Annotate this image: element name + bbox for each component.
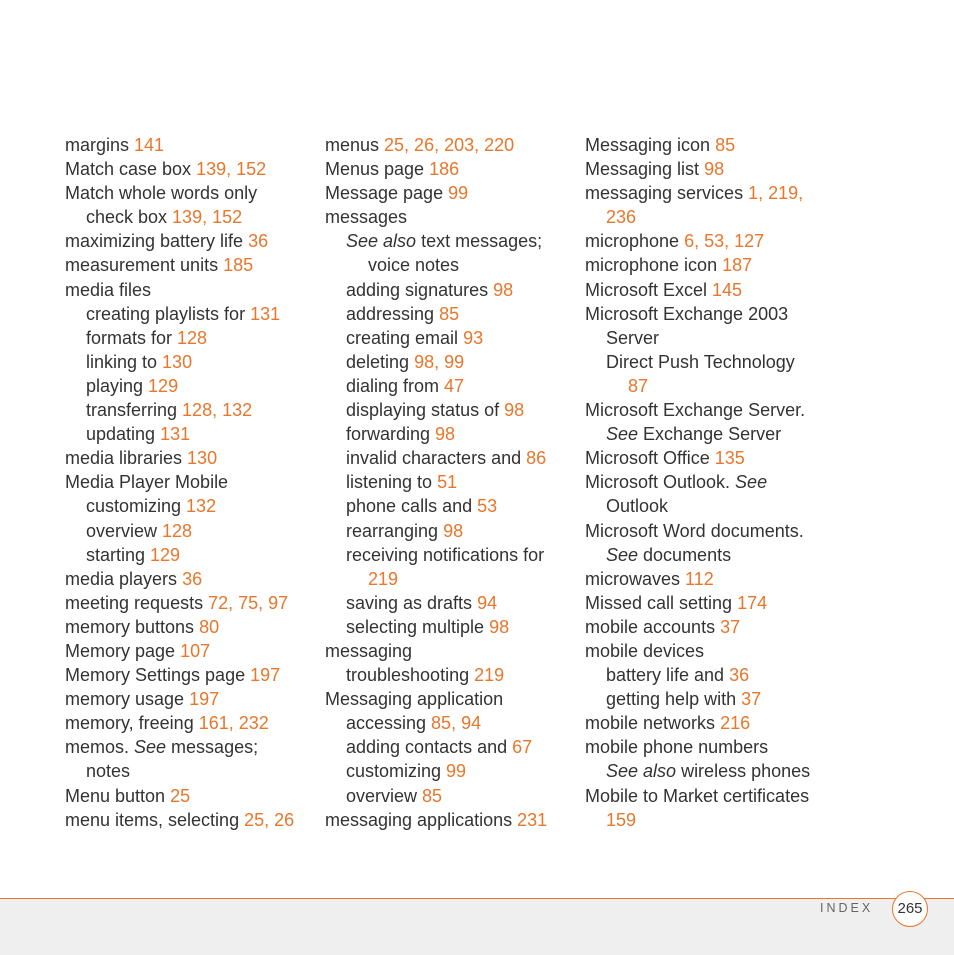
entry-text: customizing [346, 761, 447, 782]
entry-text: Mobile to Market certificates [585, 785, 810, 806]
entry-text: troubleshooting [346, 665, 475, 686]
index-subentry [325, 229, 575, 253]
entry-text: maximizing battery life [65, 231, 249, 252]
index-entry [325, 205, 575, 229]
index-column-2 [325, 133, 575, 832]
entry-text: memos. [65, 737, 135, 758]
entry-text: measurement units [65, 255, 224, 276]
index-entry [65, 567, 315, 591]
see-reference: See [735, 472, 768, 493]
index-entry [65, 157, 315, 181]
index-subentry [65, 398, 315, 422]
index-subentry [325, 519, 575, 543]
see-reference: See [134, 737, 167, 758]
page-reference: 85 [422, 785, 443, 806]
entry-text: listening to [346, 472, 438, 493]
page-reference: 25 [170, 785, 191, 806]
see-reference: See also [346, 231, 417, 252]
entry-text: voice notes [368, 255, 460, 276]
page-reference: 99 [448, 183, 469, 204]
index-subentry [65, 374, 315, 398]
page-reference: 129 [148, 375, 179, 396]
entry-text: messages; [166, 737, 259, 758]
index-subentry [325, 350, 575, 374]
entry-text: addressing [346, 303, 440, 324]
index-subentry [325, 567, 575, 591]
entry-text: creating email [346, 327, 464, 348]
entry-text: media files [65, 279, 152, 300]
entry-text: formats for [86, 327, 178, 348]
page-reference: 36 [182, 568, 203, 589]
page-reference: 139, 152 [172, 207, 243, 228]
entry-text: text messages; [416, 231, 543, 252]
page-reference: 1, 219, [748, 183, 804, 204]
page-reference: 36 [729, 665, 750, 686]
index-subentry [65, 350, 315, 374]
page-reference: 216 [720, 713, 751, 734]
index-entry [65, 253, 315, 277]
index-entry [65, 133, 315, 157]
index-column-1 [65, 133, 315, 832]
see-reference: See [606, 424, 639, 445]
entry-text: selecting multiple [346, 616, 490, 637]
entry-text: media players [65, 568, 183, 589]
page-reference: 128 [162, 520, 193, 541]
index-entry [585, 446, 835, 470]
index-subentry [65, 422, 315, 446]
index-entry [65, 229, 315, 253]
index-entry [65, 615, 315, 639]
entry-text: Microsoft Word documents. [585, 520, 804, 541]
entry-text: Microsoft Office [585, 448, 715, 469]
entry-text: messages [325, 207, 408, 228]
index-entry [585, 470, 835, 494]
entry-text: microwaves [585, 568, 686, 589]
page-reference: 85 [715, 135, 736, 155]
entry-text: battery life and [606, 665, 730, 686]
page-reference: 236 [606, 207, 637, 228]
page-reference: 85 [439, 303, 460, 324]
page-reference: 130 [187, 448, 218, 469]
index-entry [65, 470, 315, 494]
page-reference: 85, 94 [431, 713, 482, 734]
entry-text: Microsoft Excel [585, 279, 713, 300]
index-entry [325, 181, 575, 205]
page-reference: 53 [477, 496, 498, 517]
index-entry [585, 784, 835, 808]
index-subentry [325, 615, 575, 639]
index-entry [65, 687, 315, 711]
page-reference: 131 [160, 424, 191, 445]
page-reference: 25, 26, 203, 220 [384, 135, 515, 155]
page-reference: 132 [186, 496, 217, 517]
entry-text: Messaging list [585, 159, 705, 180]
page-reference: 94 [477, 592, 498, 613]
entry-text: Exchange Server [638, 424, 782, 445]
index-subentry [65, 494, 315, 518]
page-reference: 98 [704, 159, 725, 180]
entry-text: menu items, selecting [65, 809, 245, 830]
entry-text: Match case box [65, 159, 197, 180]
page-reference: 86 [526, 448, 547, 469]
index-entry [585, 735, 835, 759]
index-subentry [325, 422, 575, 446]
index-subentry [65, 519, 315, 543]
index-subentry [325, 735, 575, 759]
entry-text: mobile devices [585, 640, 705, 661]
entry-text: messaging services [585, 183, 749, 204]
entry-text: Server [606, 327, 660, 348]
page-reference: 139, 152 [196, 159, 267, 180]
index-subentry [585, 663, 835, 687]
index-subentry [585, 326, 835, 350]
page-reference: 98 [504, 400, 525, 421]
entry-text: updating [86, 424, 161, 445]
entry-text: check box [86, 207, 173, 228]
index-entry [65, 663, 315, 687]
index-subentry [585, 543, 835, 567]
page-reference: 130 [162, 351, 193, 372]
page-reference: 37 [741, 689, 762, 710]
entry-text: invalid characters and [346, 448, 527, 469]
page-reference: 128, 132 [182, 400, 253, 421]
index-subentry [325, 543, 575, 567]
index-subentry [585, 687, 835, 711]
entry-text: Media Player Mobile [65, 472, 229, 493]
page-reference: 6, 53, 127 [684, 231, 765, 252]
entry-text: messaging [325, 640, 413, 661]
page-reference: 87 [628, 375, 649, 396]
index-subentry [585, 422, 835, 446]
entry-text: mobile accounts [585, 616, 721, 637]
entry-text: margins [65, 135, 135, 155]
entry-text: saving as drafts [346, 592, 478, 613]
page-reference: 161, 232 [198, 713, 269, 734]
page-reference: 72, 75, 97 [208, 592, 289, 613]
index-subentry [325, 302, 575, 326]
index-subentry [65, 543, 315, 567]
index-entry [585, 398, 835, 422]
page-reference: 129 [150, 544, 181, 565]
index-subentry [325, 759, 575, 783]
index-subentry [325, 784, 575, 808]
index-entry [325, 157, 575, 181]
entry-text: Memory Settings page [65, 665, 251, 686]
page-reference: 107 [180, 640, 211, 661]
index-subentry [325, 278, 575, 302]
index-subentry [325, 398, 575, 422]
index-entry [585, 302, 835, 326]
page-reference: 99 [446, 761, 467, 782]
index-subentry [65, 302, 315, 326]
page-reference: 219 [474, 665, 505, 686]
entry-text: notes [86, 761, 131, 782]
index-entry [585, 278, 835, 302]
index-subentry [65, 326, 315, 350]
page-reference: 159 [606, 809, 637, 830]
page-reference: 37 [720, 616, 741, 637]
index-subentry [325, 374, 575, 398]
entry-text: media libraries [65, 448, 188, 469]
entry-text: messaging applications [325, 809, 518, 830]
footer-bar [0, 898, 954, 955]
page-reference: 197 [189, 689, 220, 710]
index-entry [65, 591, 315, 615]
entry-text: getting help with [606, 689, 742, 710]
entry-text: memory buttons [65, 616, 200, 637]
entry-text: deleting [346, 351, 415, 372]
entry-text: memory usage [65, 689, 190, 710]
page-reference: 174 [737, 592, 768, 613]
page-number: 265 [892, 891, 928, 927]
page-reference: 80 [199, 616, 220, 637]
page-reference: 187 [722, 255, 753, 276]
index-entry [325, 133, 575, 157]
entry-text: microphone icon [585, 255, 723, 276]
entry-text: rearranging [346, 520, 444, 541]
entry-text: Microsoft Exchange Server. [585, 400, 806, 421]
index-entry [585, 639, 835, 663]
section-label: INDEX [820, 901, 874, 915]
entry-text: overview [346, 785, 423, 806]
index-entry [325, 808, 575, 832]
index-entry [325, 687, 575, 711]
entry-text: Message page [325, 183, 449, 204]
page-reference: 131 [250, 303, 281, 324]
index-entry [585, 591, 835, 615]
page-reference: 98 [435, 424, 456, 445]
entry-text: adding signatures [346, 279, 494, 300]
index-entry [65, 711, 315, 735]
index-subentry [325, 663, 575, 687]
entry-text: Outlook [606, 496, 669, 517]
entry-text: Messaging icon [585, 135, 716, 155]
entry-text: Memory page [65, 640, 181, 661]
page-reference: 231 [517, 809, 548, 830]
index-subentry [585, 205, 835, 229]
entry-text: wireless phones [676, 761, 811, 782]
index-subentry [325, 494, 575, 518]
entry-text: memory, freeing [65, 713, 199, 734]
index-subentry [325, 446, 575, 470]
see-reference: See [606, 544, 639, 565]
entry-text: creating playlists for [86, 303, 251, 324]
page-reference: 98 [489, 616, 510, 637]
page-reference: 128 [177, 327, 208, 348]
entry-text: overview [86, 520, 163, 541]
entry-text: receiving notifications for [346, 544, 545, 565]
index-subentry [585, 808, 835, 832]
page-reference: 135 [714, 448, 745, 469]
page-reference: 98 [493, 279, 514, 300]
entry-text: starting [86, 544, 151, 565]
entry-text: mobile phone numbers [585, 737, 769, 758]
see-reference: See also [606, 761, 677, 782]
index-column-3 [585, 133, 835, 832]
index-entry [585, 711, 835, 735]
entry-text: Menu button [65, 785, 171, 806]
page-reference: 47 [444, 375, 465, 396]
entry-text: linking to [86, 351, 163, 372]
index-entry [65, 639, 315, 663]
page-reference: 197 [250, 665, 281, 686]
entry-text: Menus page [325, 159, 430, 180]
index-entry [65, 278, 315, 302]
index-entry [325, 639, 575, 663]
entry-text: Messaging application [325, 689, 504, 710]
page-reference: 186 [429, 159, 460, 180]
page-reference: 185 [223, 255, 254, 276]
index-entry [585, 181, 835, 205]
entry-text: Missed call setting [585, 592, 738, 613]
page-reference: 36 [248, 231, 269, 252]
entry-text: adding contacts and [346, 737, 513, 758]
index-subentry [325, 591, 575, 615]
index-subentry [585, 350, 835, 374]
page-reference: 98, 99 [414, 351, 465, 372]
index-entry [65, 735, 315, 759]
entry-text: Direct Push Technology [606, 351, 795, 372]
index-subentry [65, 759, 315, 783]
entry-text: Match whole words only [65, 183, 258, 204]
index-entry [585, 157, 835, 181]
entry-text: accessing [346, 713, 432, 734]
entry-text: transferring [86, 400, 183, 421]
index-subentry [65, 205, 315, 229]
index-entry [585, 615, 835, 639]
index-entry [585, 229, 835, 253]
index-subentry [585, 374, 835, 398]
page-reference: 67 [512, 737, 533, 758]
index-subentry [325, 711, 575, 735]
entry-text: displaying status of [346, 400, 505, 421]
entry-text: phone calls and [346, 496, 478, 517]
page-reference: 141 [134, 135, 165, 155]
entry-text: playing [86, 375, 149, 396]
entry-text: menus [325, 135, 385, 155]
entry-text: mobile networks [585, 713, 721, 734]
index-subentry [325, 470, 575, 494]
page-reference: 112 [685, 568, 714, 589]
page-reference: 98 [443, 520, 464, 541]
index-subentry [585, 494, 835, 518]
page-reference: 219 [368, 568, 399, 589]
index-subentry [325, 253, 575, 277]
entry-text: Microsoft Outlook. [585, 472, 736, 493]
page-reference: 145 [712, 279, 743, 300]
entry-text: documents [638, 544, 732, 565]
index-entry [585, 253, 835, 277]
page-reference: 51 [437, 472, 458, 493]
entry-text: forwarding [346, 424, 436, 445]
index-entry [65, 784, 315, 808]
index-entry [585, 567, 835, 591]
index-entry [65, 808, 315, 832]
entry-text: microphone [585, 231, 685, 252]
index-subentry [585, 759, 835, 783]
page-reference: 93 [463, 327, 484, 348]
index-entry [65, 181, 315, 205]
entry-text: meeting requests [65, 592, 209, 613]
index-subentry [325, 326, 575, 350]
index-entry [585, 133, 835, 157]
index-entry [65, 446, 315, 470]
entry-text: dialing from [346, 375, 445, 396]
entry-text: Microsoft Exchange 2003 [585, 303, 789, 324]
index-entry [585, 519, 835, 543]
entry-text: customizing [86, 496, 187, 517]
page-reference: 25, 26 [244, 809, 295, 830]
